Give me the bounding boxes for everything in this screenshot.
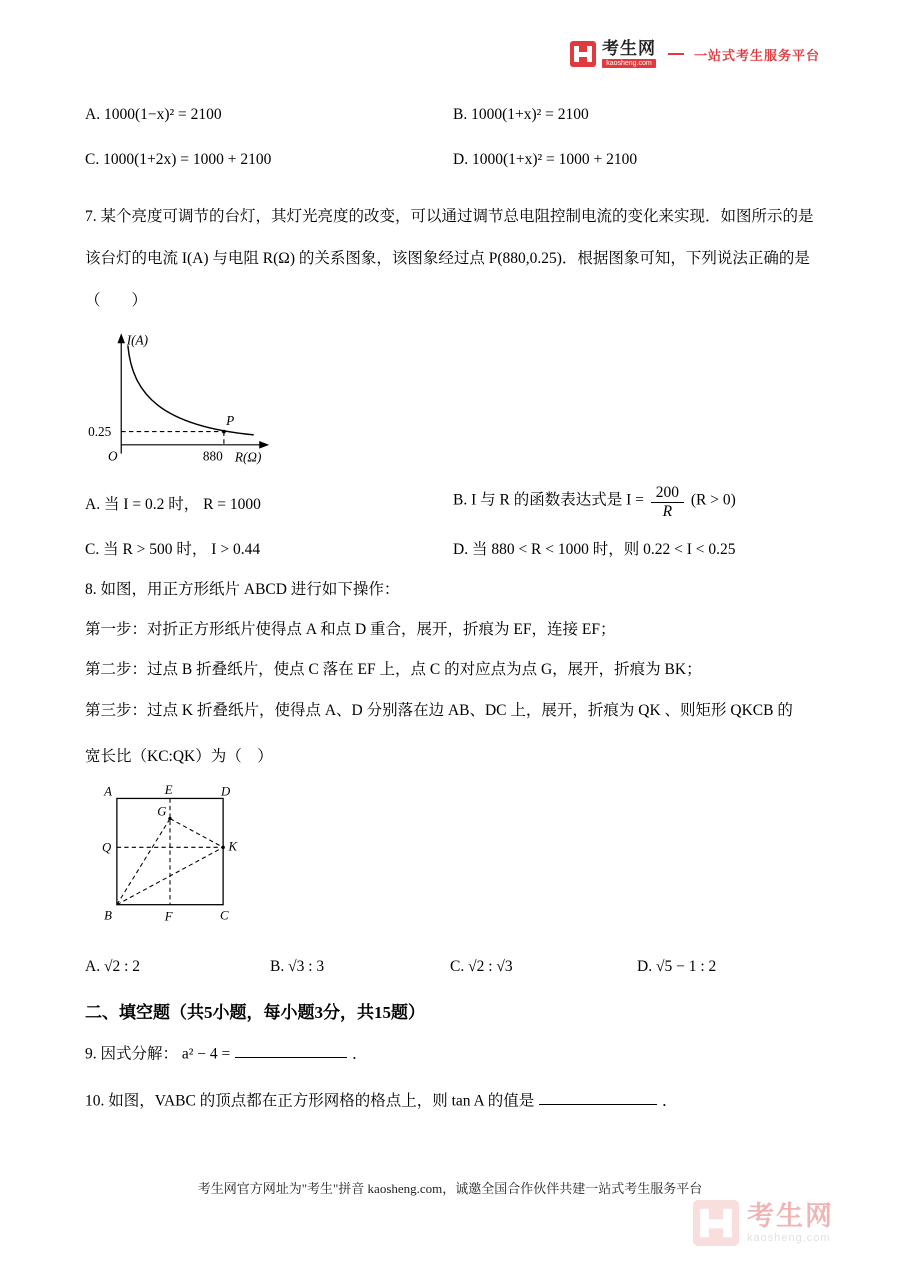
q8-square-diagram (85, 779, 255, 939)
section2-title: 二、填空题（共5小题，每小题3分，共15题） (85, 1002, 425, 1022)
q9-answer-blank (235, 1043, 347, 1059)
origin-label: O (107, 448, 118, 464)
x-axis-label: R(Ω) (234, 449, 262, 465)
label-q: Q (102, 840, 112, 855)
label-k: K (228, 839, 237, 854)
kaosheng-logo (570, 40, 820, 68)
q6-option-c: C. 1000(1+2x) = 1000 + 2100 (85, 151, 272, 168)
q8-step2: 第二步：过点 B 折叠纸片，使点 C 落在 EF 上，点 C 的对应点为点 G，展开，折痕为 BK； (85, 661, 702, 679)
label-f: F (164, 909, 173, 924)
hyperbola-curve (128, 345, 254, 434)
point-k-dot (221, 845, 224, 848)
x-axis-arrow-icon (259, 441, 269, 449)
kaosheng-watermark (693, 1200, 834, 1246)
q7-option-b-prefix: B. I 与 R 的函数表达式是 I = (453, 491, 644, 509)
q8-option-c: C. √2 : √3 (450, 957, 513, 975)
q8-step1: 第一步：对折正方形纸片使得点 A 和点 D 重合，展开，折痕为 EF，连接 EF； (85, 621, 616, 638)
q7-options-row-1 (85, 485, 822, 521)
y-tick-label: 0.25 (88, 423, 112, 439)
fraction-numerator: 200 (651, 485, 684, 503)
label-a: A (104, 784, 112, 799)
q8-option-b: B. √3 : 3 (270, 957, 325, 975)
y-axis-arrow-icon (117, 333, 125, 343)
q10-line (85, 1090, 822, 1113)
q8-options-row (85, 958, 822, 976)
q6-option-b: B. 1000(1+x)² = 2100 (453, 106, 589, 123)
q7-option-c: C. 当 R > 500 时， I > 0.44 (85, 540, 261, 558)
point-p-dot (222, 430, 226, 434)
logo-tagline: 一站式考生服务平台 (693, 47, 820, 63)
q6-option-a: A. 1000(1−x)² = 2100 (85, 106, 222, 123)
segment-bg (117, 819, 170, 905)
point-p-label: P (226, 412, 235, 428)
fraction-denominator: R (662, 503, 673, 521)
logo-name: 考生网 (601, 39, 656, 58)
segment-gk (170, 819, 223, 848)
logo-domain: kaosheng.com (602, 59, 656, 68)
label-e: E (164, 783, 173, 798)
q8-option-a: A. √2 : 2 (85, 957, 141, 975)
q7-graph (85, 330, 280, 468)
q10-answer-blank (539, 1090, 657, 1106)
x-tick-label: 880 (202, 448, 223, 464)
watermark-name: 考生网 (747, 1200, 834, 1231)
q8-figure (85, 779, 822, 944)
label-b: B (104, 908, 112, 923)
q8-step3-line2: 宽长比（KC:QK）为（ ） (85, 748, 273, 766)
point-g-dot (168, 817, 171, 820)
kaosheng-logo-icon (570, 41, 596, 67)
q8-option-d: D. √5 − 1 : 2 (637, 957, 717, 975)
q7-option-d: D. 当 880 < R < 1000 时，则 0.22 < I < 0.25 (453, 540, 736, 558)
q7-option-a: A. 当 I = 0.2 时， R = 1000 (85, 495, 261, 513)
q6-options-row-1 (85, 106, 822, 124)
q7-text: 7. 某个亮度可调节的台灯，其灯光亮度的改变，可以通过调节总电阻控制电流的变化来实现．如图所示的是该台灯的电流 I(A) 与电阻 R(Ω) 的关系图象，该图象经过点 P(880,0.25)．根据图象可知，下列说法正确的是（ ） (85, 208, 814, 309)
q7-options-row-2 (85, 537, 822, 559)
y-axis-label: I(A) (126, 332, 149, 348)
label-g: G (157, 804, 167, 819)
label-d: D (221, 784, 231, 799)
logo-dash (668, 53, 684, 55)
q7-option-b (453, 485, 736, 521)
page-footer: 考生网官方网址为"考生"拼音 kaosheng.com，诚邀全国合作伙伴共建一站式考生服务平台 (197, 1181, 703, 1196)
q7-figure (85, 330, 822, 473)
q9-line (85, 1043, 822, 1066)
watermark-domain: kaosheng.com (747, 1231, 831, 1244)
label-c: C (219, 908, 229, 923)
q6-options-row-2 (85, 151, 822, 169)
fraction-200-over-r (651, 485, 684, 521)
q7-option-b-suffix: (R > 0) (690, 491, 736, 509)
q9-text: 9. 因式分解： a² − 4 = (85, 1045, 231, 1063)
q10-text: 10. 如图，VABC 的顶点都在正方形网格的格点上，则 tan A 的值是 (85, 1092, 535, 1110)
watermark-logo-icon (693, 1200, 739, 1246)
q8-step3-line1: 第三步：过点 K 折叠纸片，使得点 A、D 分别落在边 AB、DC 上，展开，折痕为 QK 、则矩形 QKCB 的 (85, 701, 793, 719)
q6-option-d: D. 1000(1+x)² = 1000 + 2100 (453, 151, 638, 168)
q10-suffix: ． (662, 1092, 678, 1110)
q9-suffix: ． (352, 1045, 368, 1063)
q8-intro: 8. 如图，用正方形纸片 ABCD 进行如下操作： (85, 580, 400, 598)
